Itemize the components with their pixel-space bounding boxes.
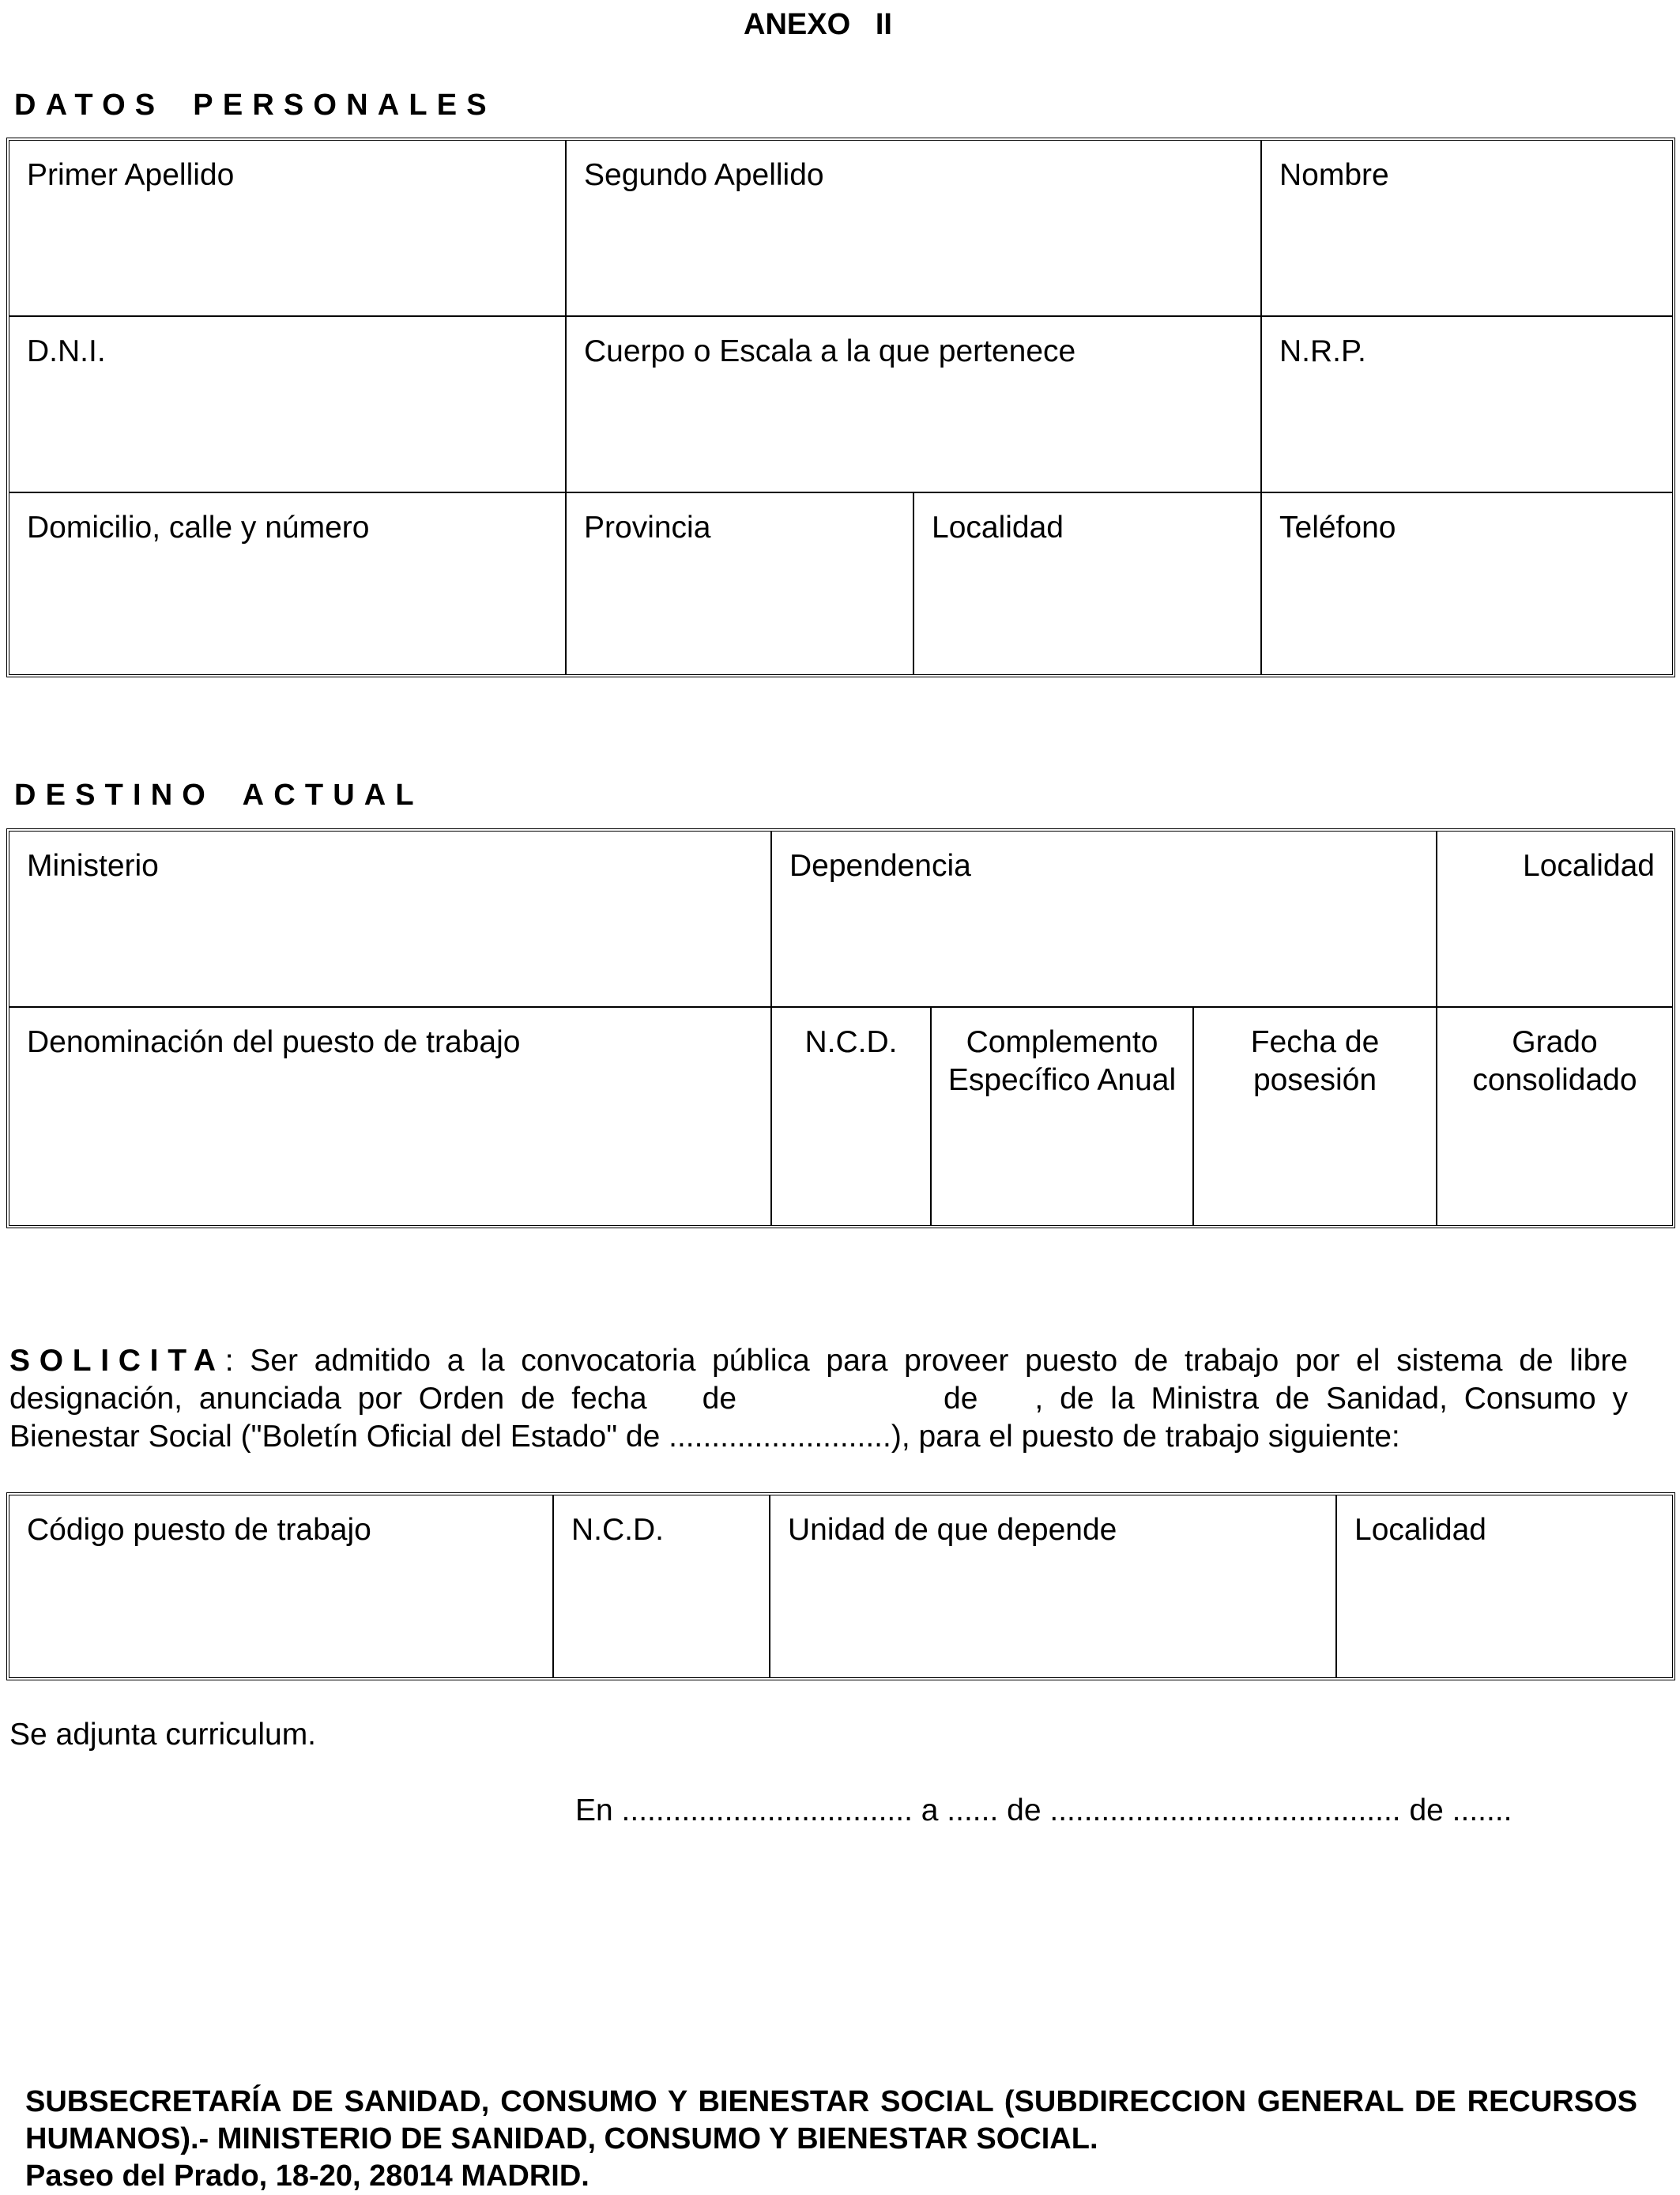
footer-address xyxy=(25,2084,1637,2195)
field-domicilio[interactable]: Domicilio, calle y número xyxy=(9,493,567,674)
field-nrp[interactable]: N.R.P. xyxy=(1262,317,1672,493)
footer-direccion: Paseo del Prado, 18-20, 28014 MADRID. xyxy=(25,2159,590,2193)
solicita-paragraph xyxy=(9,1342,1628,1456)
field-nombre[interactable]: Nombre xyxy=(1262,141,1672,317)
field-ministerio[interactable]: Ministerio xyxy=(9,832,772,1008)
destino-actual-heading: DESTINO ACTUAL xyxy=(14,779,424,812)
field-codigo-puesto[interactable]: Código puesto de trabajo xyxy=(9,1495,554,1677)
datos-personales-table xyxy=(6,138,1675,677)
field-ncd-destino[interactable]: N.C.D. xyxy=(772,1008,932,1225)
field-localidad-puesto[interactable]: Localidad xyxy=(1354,1513,1486,1547)
field-dni[interactable]: D.N.I. xyxy=(9,317,567,493)
footer-organismo: SUBSECRETARÍA DE SANIDAD, CONSUMO Y BIENESTAR SOCIAL (SUBDIRECCION GENERAL DE RECURSOS HUMANOS).- MINISTERIO DE SANIDAD, CONSUMO Y BIENESTAR SOCIAL. xyxy=(25,2085,1637,2155)
field-unidad-depende[interactable]: Unidad de que depende xyxy=(770,1495,1337,1677)
solicita-de-1: de xyxy=(702,1382,737,1416)
field-cuerpo-escala[interactable]: Cuerpo o Escala a la que pertenece xyxy=(567,317,1262,493)
field-ncd-puesto[interactable]: N.C.D. xyxy=(554,1495,770,1677)
page-title: ANEXO II xyxy=(744,8,892,41)
field-complemento-especifico[interactable]: Complemento Específico Anual xyxy=(932,1008,1194,1225)
field-grado-consolidado[interactable]: Grado consolidado xyxy=(1472,1025,1637,1097)
field-localidad-destino[interactable]: Localidad xyxy=(1437,832,1672,1008)
datos-personales-heading: DATOS PERSONALES xyxy=(14,89,496,122)
field-dependencia[interactable]: Dependencia xyxy=(772,832,1437,1008)
field-localidad[interactable]: Localidad xyxy=(914,493,1262,674)
puesto-solicitado-table xyxy=(6,1492,1675,1680)
field-fecha-posesion[interactable]: Fecha de posesión xyxy=(1194,1008,1437,1225)
solicita-text-1: : Ser admitido a la convocatoria pública para proveer puesto de trabajo por el sistema de libre designación, anunciada por Orden de fecha xyxy=(9,1344,1628,1416)
solicita-de-2: de xyxy=(944,1382,978,1416)
fecha-lugar-line[interactable]: En .................................. a ...... de ......................................... de ....... xyxy=(575,1793,1512,1827)
field-denominacion-puesto[interactable]: Denominación del puesto de trabajo xyxy=(9,1008,772,1225)
destino-actual-table xyxy=(6,828,1675,1228)
solicita-text-2: , de la Ministra de Sanidad, Consumo y Bienestar Social ("Boletín Oficial del Estado" de ..........................), para el puesto de trabajo siguiente: xyxy=(9,1382,1628,1454)
adjunta-curriculum: Se adjunta curriculum. xyxy=(9,1718,317,1752)
field-provincia[interactable]: Provincia xyxy=(567,493,914,674)
solicita-lead: SOLICITA xyxy=(9,1344,225,1378)
field-primer-apellido[interactable]: Primer Apellido xyxy=(9,141,567,317)
field-segundo-apellido[interactable]: Segundo Apellido xyxy=(567,141,1262,317)
field-telefono[interactable]: Teléfono xyxy=(1279,511,1396,545)
